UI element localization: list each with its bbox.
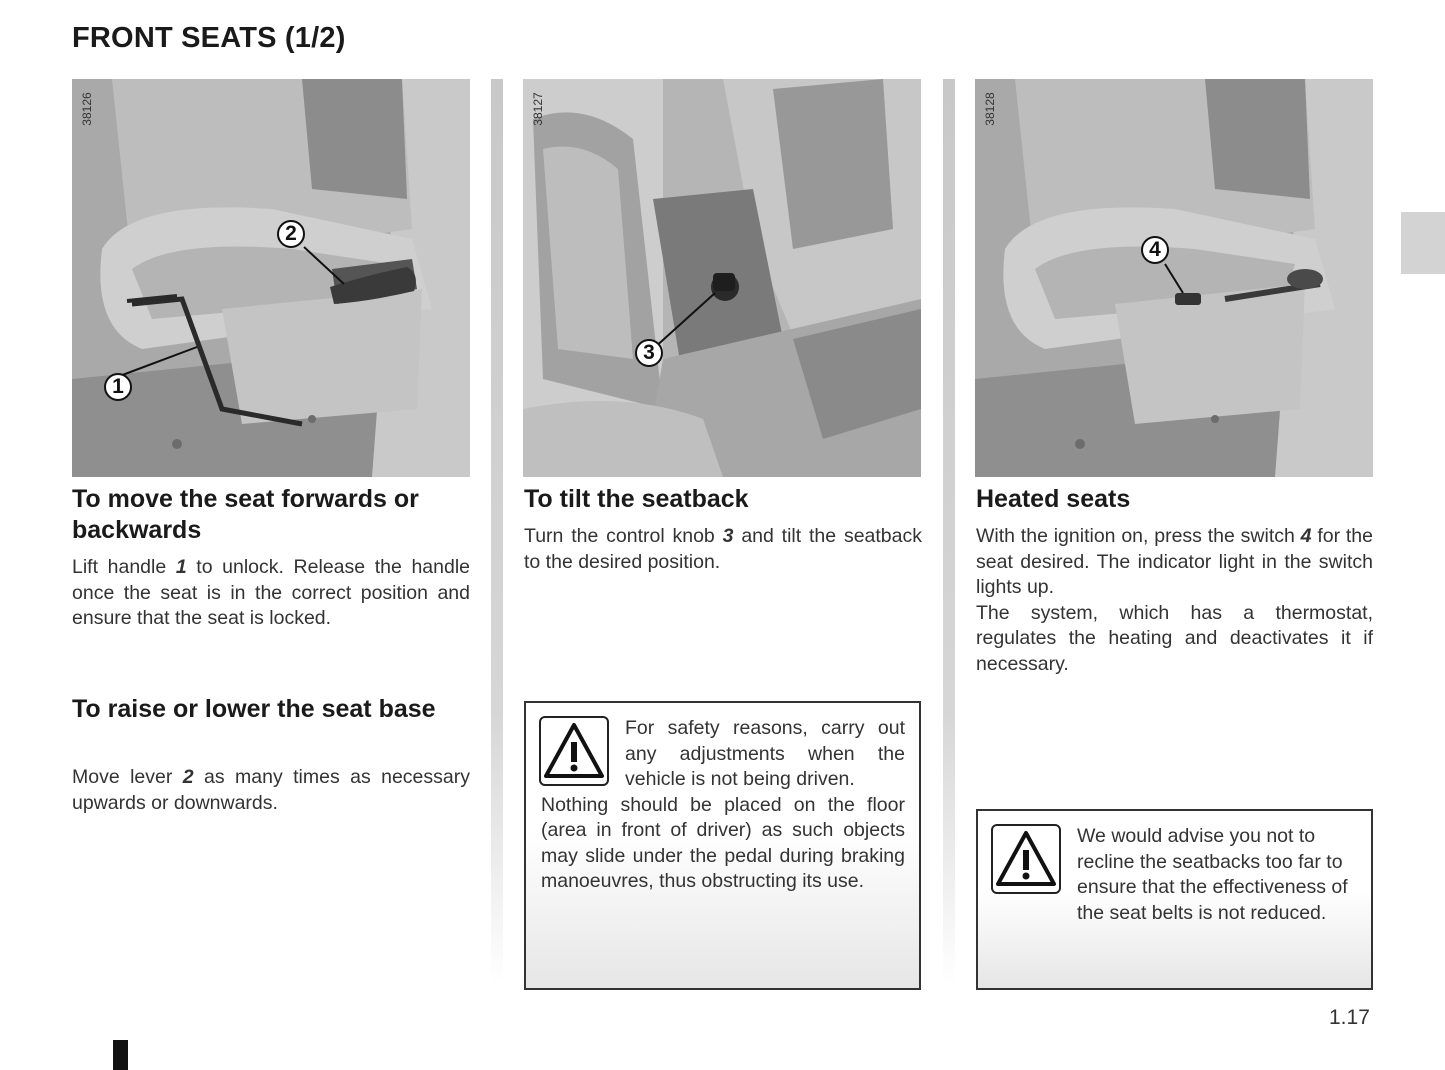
heated-seat-photo	[975, 79, 1373, 477]
seat-side-illustration	[72, 79, 470, 477]
figure-id-label: 38127	[531, 92, 545, 126]
heated-seat-illustration	[975, 79, 1373, 477]
warning-text: For safety reasons, carry out any adjustments when the vehicle is not being driven. Nothing should be placed on the floor (area in front of driver) as such objects may slide under the pedal during braking manoeuvres, thus obstructing its use.	[541, 717, 905, 892]
seat-adjust-photo	[72, 79, 470, 477]
seatback-illustration	[523, 79, 921, 477]
print-corner-mark	[113, 1040, 128, 1070]
callout-1: 1	[104, 373, 132, 401]
text-tilt-seatback: Turn the control knob 3 and tilt the seatback to the desired position.	[524, 525, 922, 573]
page-number: 1.17	[1329, 1006, 1370, 1029]
callout-3: 3	[635, 339, 663, 367]
seatback-photo	[523, 79, 921, 477]
figure-id-label: 38128	[983, 92, 997, 126]
section-tab	[1401, 212, 1445, 274]
figure-id-label: 38126	[80, 92, 94, 126]
callout-4: 4	[1141, 236, 1169, 264]
column-divider-left	[491, 79, 503, 984]
safety-warning-box	[524, 701, 921, 990]
ref-3: 3	[722, 525, 734, 547]
ref-2: 2	[182, 766, 194, 788]
heading-heated-seats: Heated seats	[976, 485, 1131, 513]
heading-tilt-seatback: To tilt the seatback	[524, 485, 749, 513]
warning-text: We would advise you not to recline the seatbacks too far to ensure that the effectiveness of the seat belts is not reduced.	[1077, 825, 1348, 924]
callout-2: 2	[277, 220, 305, 248]
heading-move-seat: To move the seat forwards or backwards	[72, 485, 419, 544]
text-heated-seats: With the ignition on, press the switch 4 for the seat desired. The indicator light in the switch lights up. The system, which has a thermostat, regulates the heating and deactivates it if necessary.	[976, 525, 1373, 675]
text-raise-seat: Move lever 2 as many times as necessary upwards or downwards.	[72, 766, 470, 814]
page-title: FRONT SEATS (1/2)	[72, 22, 346, 54]
heading-raise-seat: To raise or lower the seat base	[72, 695, 436, 723]
ref-1: 1	[175, 556, 187, 578]
recline-warning-box	[976, 809, 1373, 990]
column-divider-right	[943, 79, 955, 984]
text-move-seat: Lift handle 1 to unlock. Release the handle once the seat is in the correct position and ensure that the seat is locked.	[72, 556, 470, 629]
ref-4: 4	[1300, 525, 1312, 547]
